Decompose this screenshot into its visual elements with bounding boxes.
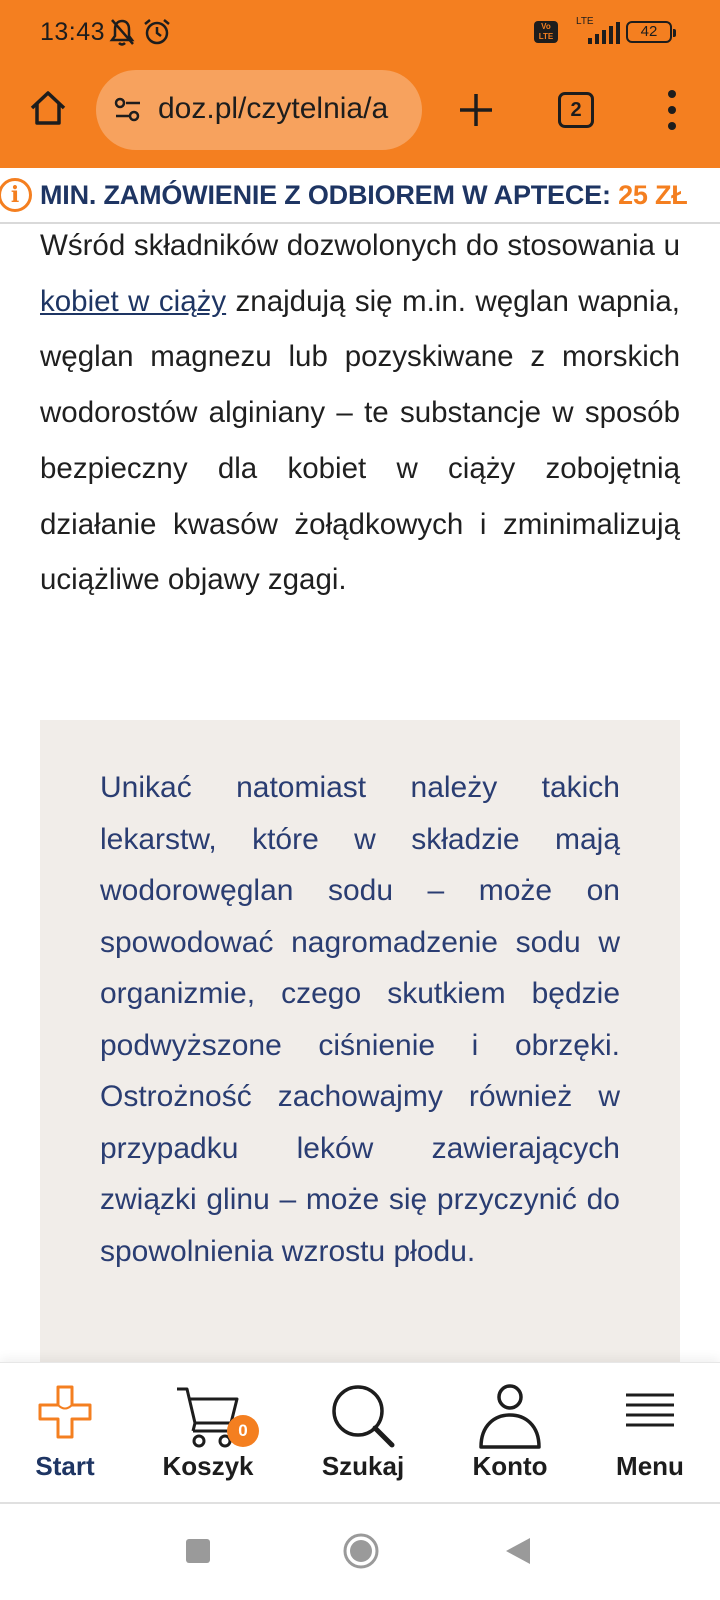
tabs-icon[interactable]: 2 — [558, 92, 594, 128]
quote-box — [40, 720, 680, 1420]
status-icons-left — [108, 17, 172, 47]
pregnancy-link[interactable]: kobiet w ciąży — [40, 284, 227, 318]
new-tab-icon[interactable] — [454, 88, 498, 132]
para-before: Wśród składników dozwolonych do stosowania u — [40, 229, 680, 262]
info-icon: i — [0, 178, 32, 212]
quote-text: Unikać natomiast należy takich lekarstw, które w składzie mają wodorowęglan sodu – może on spowodować nagromadzenie sodu w organizmie, czego skutkiem będzie podwyższone ciśnienie i obrzęki. Ostrożność zachowajmy również w przypadku leków zawierających związki glinu – może się przyczynić do spowolnienia wzrostu płodu. — [100, 771, 620, 1268]
status-bar — [0, 0, 720, 70]
nav-label-search: Szukaj — [321, 1451, 405, 1481]
browser-toolbar — [0, 70, 720, 166]
address-bar[interactable] — [96, 70, 422, 150]
para-after: znajdują się m.in. węglan wapnia, węglan magnezu lub pozyskiwane z morskich wodorostów alginiany – te substancje w sposób bezpieczny dla kobiet w ciąży zobojętnią działanie kwasów żołądkowych i zminimalizują uciążliwe objawy zgagi. — [40, 284, 680, 597]
home-button-icon[interactable] — [342, 1532, 380, 1570]
nav-menu[interactable] — [585, 1363, 715, 1503]
search-icon — [330, 1383, 396, 1449]
user-icon — [477, 1383, 543, 1449]
article-paragraph — [40, 218, 680, 608]
cart-count-badge: 0 — [227, 1415, 259, 1447]
nav-label-account: Konto — [472, 1451, 548, 1481]
signal-icon — [568, 16, 616, 44]
nav-start[interactable] — [0, 1363, 130, 1503]
promo-message: MIN. ZAMÓWIENIE Z ODBIOREM W APTECE: — [40, 180, 619, 210]
more-icon[interactable] — [660, 90, 684, 130]
nav-label-menu: Menu — [616, 1451, 684, 1481]
recents-icon[interactable] — [185, 1538, 211, 1564]
status-time: 13:43 — [40, 18, 106, 46]
back-icon[interactable] — [504, 1536, 532, 1566]
home-icon[interactable] — [28, 88, 68, 128]
nav-account[interactable] — [445, 1363, 575, 1503]
status-icons-right — [534, 16, 672, 44]
cross-icon — [36, 1383, 94, 1441]
url-text[interactable]: doz.pl/czytelnia/a — [158, 92, 389, 125]
promo-banner[interactable] — [0, 168, 720, 224]
browser-chrome — [0, 0, 720, 168]
nav-label-cart: Koszyk — [162, 1451, 254, 1481]
nav-label-start: Start — [35, 1451, 95, 1481]
hamburger-icon — [622, 1383, 678, 1433]
battery-icon: 42 — [626, 21, 672, 43]
nav-cart[interactable] — [143, 1363, 273, 1503]
site-settings-icon[interactable] — [112, 94, 144, 126]
volte-icon: Vo LTE — [534, 21, 558, 43]
promo-text — [40, 180, 688, 211]
bottom-navigation — [0, 1362, 720, 1504]
alarm-icon — [142, 17, 172, 47]
promo-price: 25 ZŁ — [618, 180, 688, 210]
mute-icon — [108, 17, 136, 47]
nav-search[interactable] — [298, 1363, 428, 1503]
system-navigation — [0, 1504, 720, 1600]
network-type: LTE — [576, 16, 594, 27]
